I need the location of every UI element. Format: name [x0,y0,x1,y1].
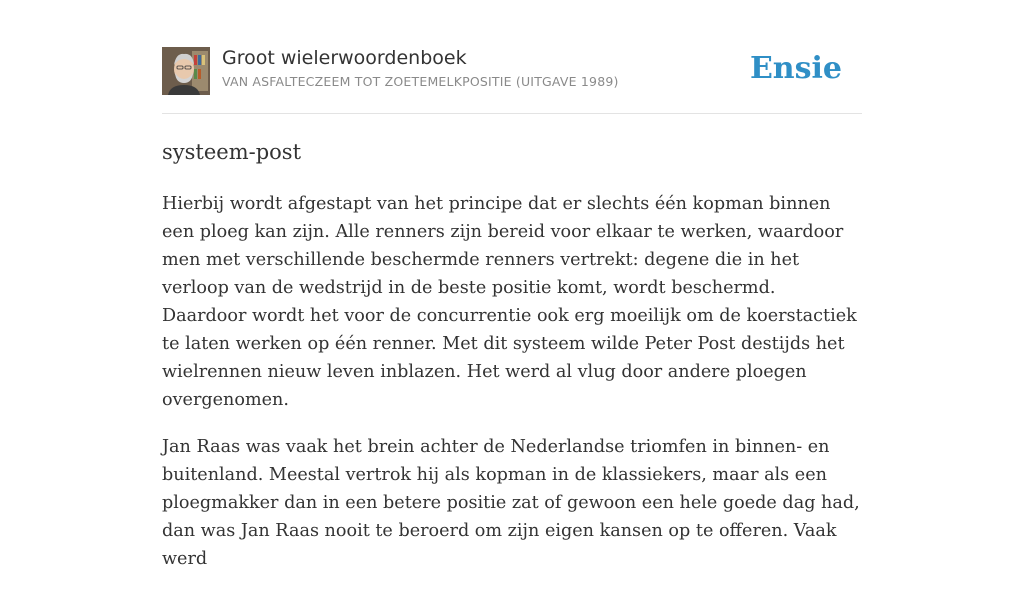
book-subtitle: VAN ASFALTECZEEM TOT ZOETEMELKPOSITIE (UITGAVE 1989) [222,74,619,89]
entry-paragraph: Hierbij wordt afgestapt van het principe dat er slechts één kopman binnen een ploeg kan zijn. Alle renners zijn bereid voor elkaar te werken, waardoor men met verschillende beschermde renners vertrekt: degene die in het verloop van de wedstrijd in de beste positie komt, wordt beschermd. Daardoor wordt het voor de concurrentie ook erg moeilijk om de koerstactiek te laten werken op één renner. Met dit systeem wilde Peter Post destijds het wielrennen nieuw leven inblazen. Het werd al vlug door andere ploegen overgenomen. [162,194,857,410]
content-container [162,0,862,569]
entry-title: systeem-post [162,140,302,164]
entry-body [162,190,862,592]
book-title[interactable]: Groot wielerwoordenboek [222,47,467,69]
header [162,0,862,114]
entry-paragraph: Jan Raas was vaak het brein achter de Nederlandse triomfen in binnen- en buitenland. Meestal vertrok hij als kopman in de klassiekers, maar als een ploegmakker dan in een betere positie zat of gewoon een hele goede dag had, dan was Jan Raas nooit te beroerd om zijn eigen kansen op te offeren. Vaak werd [162,437,860,569]
brand-logo[interactable]: Ensie [749,51,842,86]
author-photo-icon [162,47,210,95]
author-avatar[interactable] [162,47,210,95]
